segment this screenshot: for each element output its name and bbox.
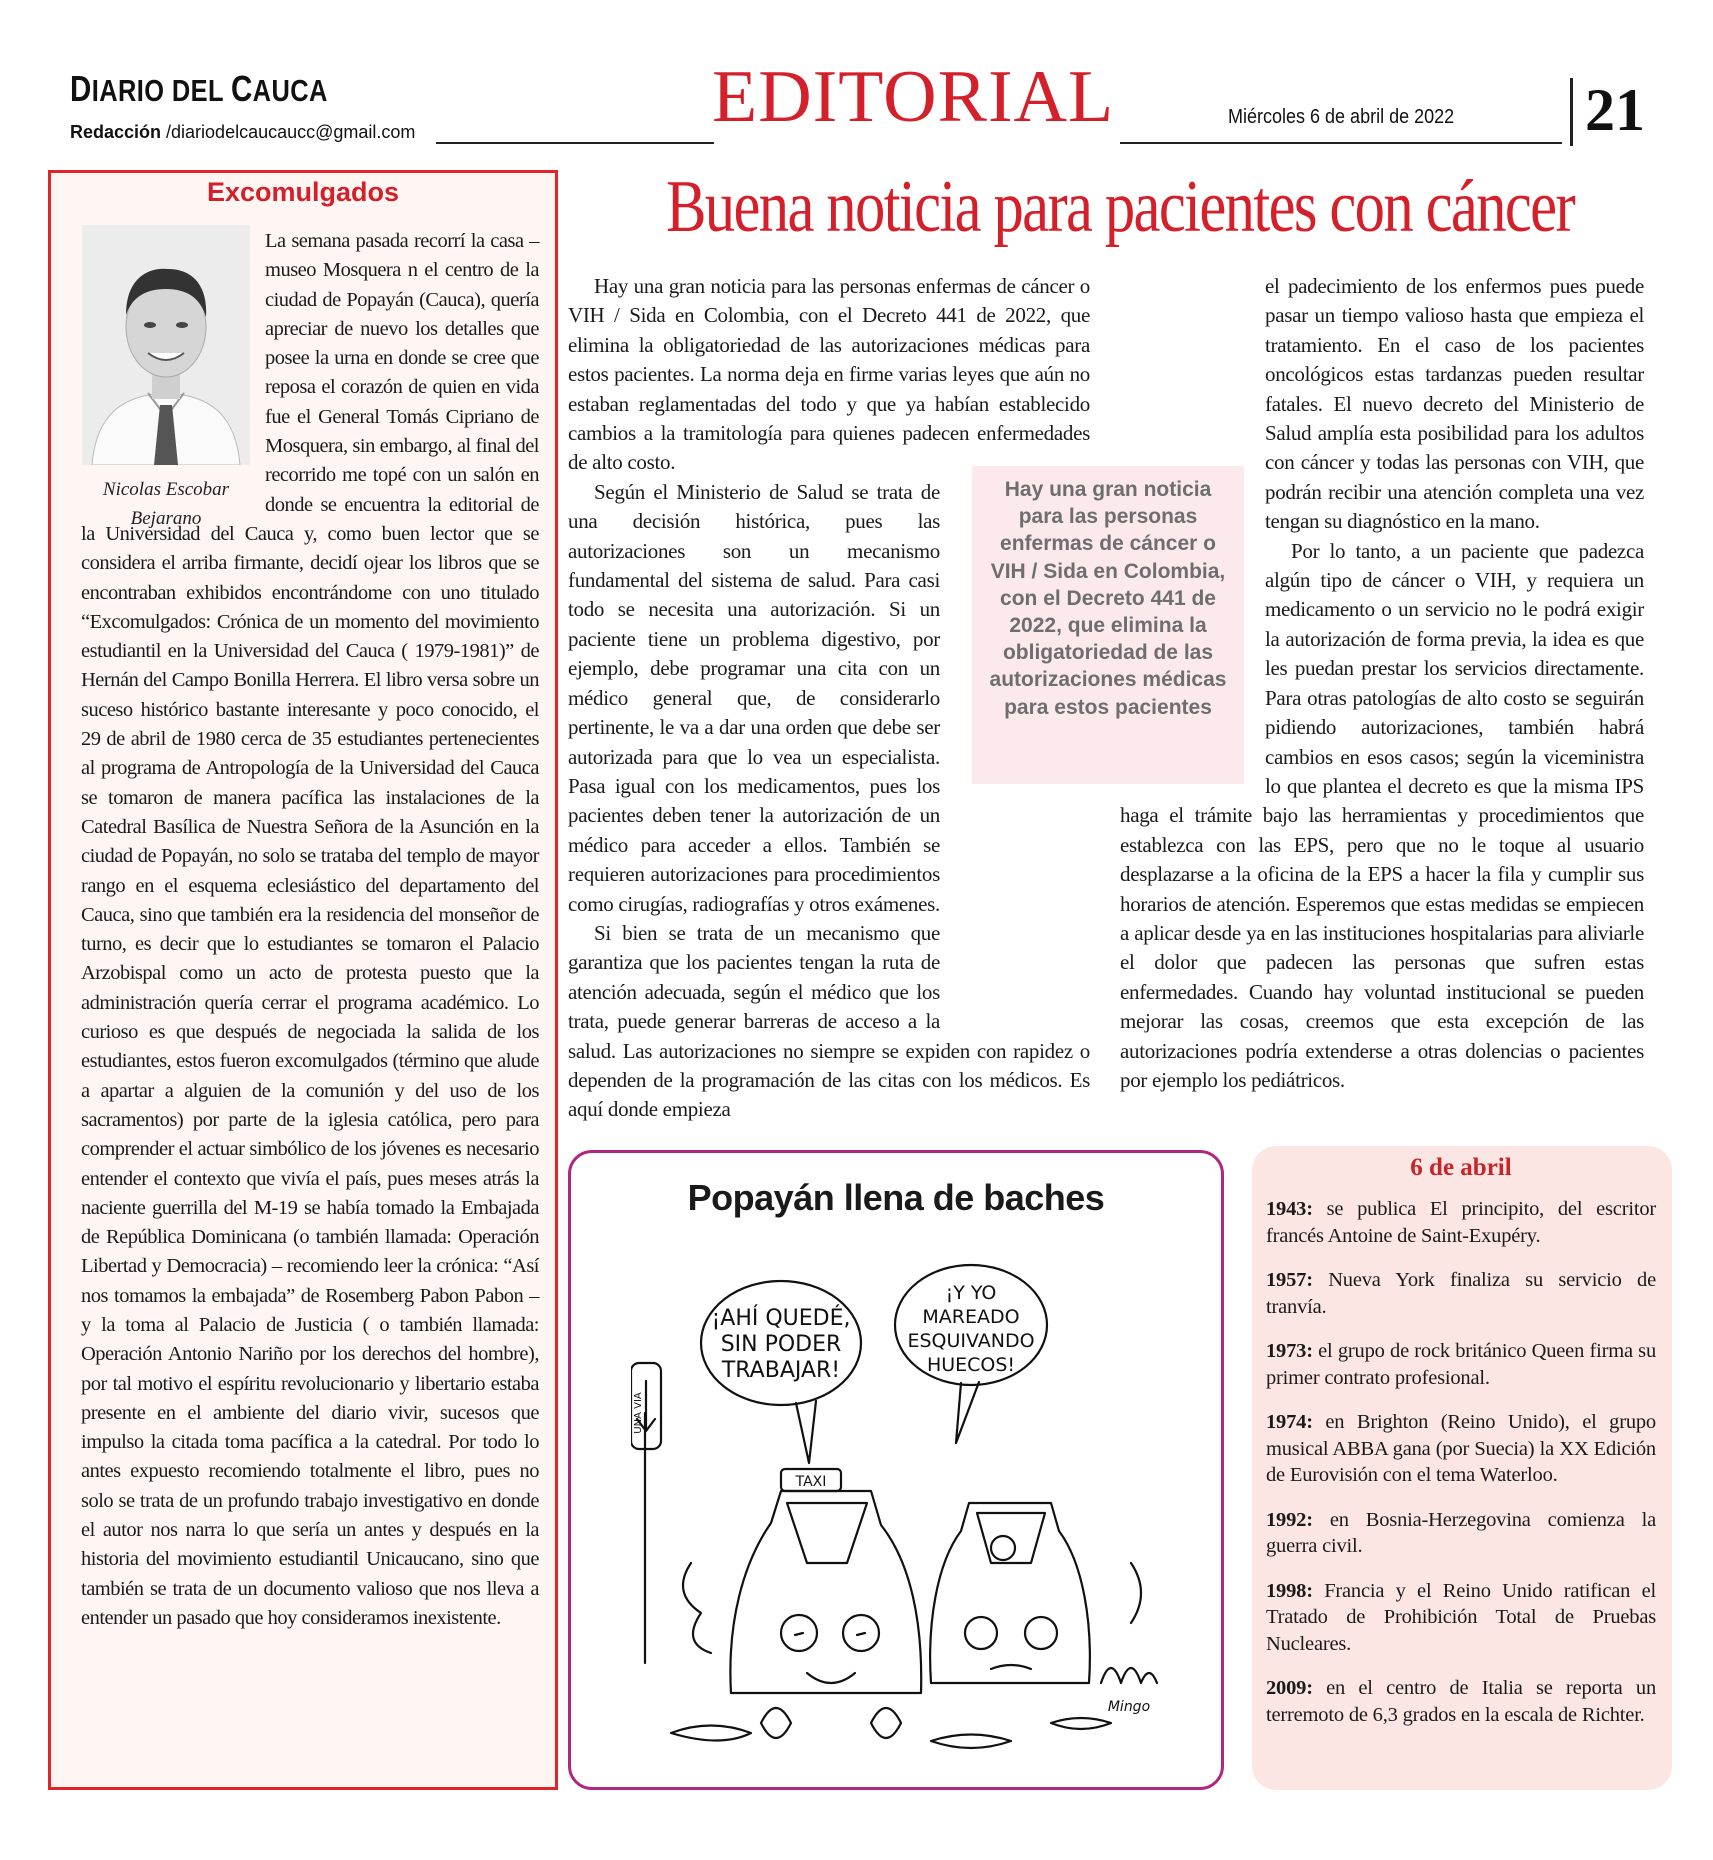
cartoon-title: Popayán llena de baches bbox=[687, 1177, 1105, 1218]
header-separator bbox=[1570, 78, 1573, 146]
ephemeris-item bbox=[1266, 1507, 1656, 1560]
ephemeris-year: 1974: bbox=[1266, 1411, 1313, 1433]
pothole-cartoon-icon bbox=[631, 1263, 1171, 1773]
ephemeris-item bbox=[1266, 1267, 1656, 1320]
author-name-line2: Bejarano bbox=[130, 508, 202, 529]
taxi-car bbox=[730, 1491, 921, 1693]
page-number: 21 bbox=[1585, 77, 1645, 143]
author-photo bbox=[82, 225, 250, 465]
header-rule-right bbox=[1120, 142, 1562, 144]
second-car bbox=[930, 1503, 1090, 1683]
editorial-headline: Buena noticia para pacientes con cáncer bbox=[665, 166, 1575, 248]
section-title: EDITORIAL bbox=[712, 56, 1115, 138]
ephemeris-year: 2009: bbox=[1266, 1677, 1313, 1699]
bubble-right-line: MAREADO bbox=[922, 1306, 1020, 1328]
ephemeris-item bbox=[1266, 1409, 1656, 1489]
bubble-right-line: HUECOS! bbox=[926, 1354, 1016, 1376]
ephemeris-year: 1992: bbox=[1266, 1508, 1313, 1531]
ephemerides-box bbox=[1252, 1146, 1672, 1790]
column-text: La semana pasada recorrí la casa – museo Mosquera n el centro de la ciudad de Popayán (Cauca), quería apreciar de nuevo los detalles que posee la urna en donde se cree que reposa el corazón de quien en vida fue el General Tomás Cipriano de Mosquera, sin embargo, al final del recorrido me topé con un salón en donde se encuentra la editorial de la Universidad del Cauca y, como buen lector que se considera el arriba firmante, decidí ojear los libros que se encontraban exhibidos encontrándome con uno titulado “Excomulgados: Crónica de un momento del movimiento estudiantil en la Universidad del Cauca ( 1979-1981)” de Hernán del Campo Bonilla Herrera. El libro versa sobre un suceso histórico bastante interesante y poco conocido, el 29 de abril de 1980 cerca de 35 estudiantes pertenecientes al programa de Antropología de la Universidad del Cauca se tomaron de manera pacífica las instalaciones de la Catedral Basílica de Nuestra Señora de la Asunción en la ciudad de Popayán, no solo se trataba del templo de mayor rango en el esquema eclesiástico del departamento del Cauca, sino que también era la residencia del monseñor de turno, es decir que lo estudiantes se tomaron el Palacio Arzobispal como un acto de protesta puesto que la administración quería cerrar el programa académico. Lo curioso es que después de negociada la salida de los estudiantes, estos fueron excomulgados (término que alude a apartar a alguien de la comunión y del uso de los sacramentos) por parte de la iglesia católica, pero para comprender el actuar simbólico de los jóvenes es necesario entender el contexto que vivía el país, pues meses atrás la naciente guerrilla del M-19 se había tomado la Embajada de República Dominicana (o también llamada: Operación Libertad y Democracia) – recomiendo leer la crónica: “Así nos tomamos la embajada” de Rosemberg Pabon Pabon – y la toma al Palacio de Justicia ( o también llamada: Operación Antonio Nariño por los derechos del hombre), por tal motivo el espíritu revolucionario y libertario estaba presente en el ambiente del diario vivir, sucesos que impulso la citada toma pacífica a la catedral. Por todo lo antes expuesto recomiendo totalmente el libro, pues no solo se trata de un profundo trabajo investigativo en donde el autor nos narra lo que sería un antes y después en la historia del movimiento estudiantil Unicaucano, sino que también se trata de un documento valioso que nos lleva a entender un pasado que hoy consideramos inexistente. bbox=[81, 230, 539, 1629]
pullquote: Hay una gran noticia para las personas enfermas de cáncer o VIH / Sida en Colombia, con el Decreto 441 de 2022, que elimina la obligatoriedad de las autorizaciones médicas para estos pacientes bbox=[972, 466, 1244, 784]
one-way-sign-text: UNA VIA bbox=[633, 1392, 644, 1434]
ephemeris-text: en el centro de Italia se reporta un terremoto de 6,3 grados en la escala de Richter. bbox=[1266, 1677, 1656, 1726]
bubble-right-line: ESQUIVANDO bbox=[907, 1330, 1035, 1352]
author-portrait-icon bbox=[82, 225, 250, 465]
ephemeris-item bbox=[1266, 1338, 1656, 1391]
ephemeris-year: 1957: bbox=[1266, 1269, 1313, 1291]
redaccion-email: /diariodelcaucaucc@gmail.com bbox=[161, 122, 416, 142]
author-byline bbox=[73, 475, 259, 533]
redaccion-label: Redacción bbox=[70, 122, 162, 142]
author-name-line1: Nicolas Escobar bbox=[102, 479, 230, 500]
issue-date: Miércoles 6 de abril de 2022 bbox=[1228, 106, 1455, 128]
redaccion-contact bbox=[70, 122, 415, 143]
ephemeris-year: 1943: bbox=[1266, 1198, 1313, 1220]
taxi-sign-text: TAXI bbox=[795, 1474, 827, 1490]
ephemeris-year: 1973: bbox=[1266, 1340, 1313, 1362]
ephemeris-item bbox=[1266, 1578, 1656, 1658]
editorial-paragraph: Si bien se trata de un mecanismo que garantiza que los pacientes tengan la ruta de atención adecuada, según el médico que los trata, puede generar barreras de acceso a la salud. Las autorizaciones no siempre se expiden con rapidez o dependen de la programación de las citas con los médicos. Es aquí donde empieza bbox=[568, 920, 1090, 1122]
ephemeris-text: se publica El principito, del escritor francés Antoine de Saint-Exupéry. bbox=[1266, 1198, 1656, 1247]
editorial-paragraph: Hay una gran noticia para las personas enfermas de cáncer o VIH / Sida en Colombia, con el Decreto 441 de 2022, que elimina la obligatoriedad de las autorizaciones médicas para estos pacientes. La norma deja en firme varias leyes que aún no estaban reglamentadas del todo y que ya habían establecido cambios a la tramitología para quienes padecen enfermedades de alto costo. bbox=[568, 274, 1090, 475]
artist-signature-text: Mingo bbox=[1107, 1699, 1151, 1715]
ephemeris-text: el grupo de rock británico Queen firma su primer contrato profesional. bbox=[1266, 1340, 1656, 1389]
ephemeris-text: Francia y el Reino Unido ratifican el Tratado de Prohibición Total de Pruebas Nucleares. bbox=[1266, 1579, 1656, 1655]
bubble-right-line: ¡Y YO bbox=[945, 1282, 997, 1304]
header-rule-left bbox=[436, 142, 714, 144]
bubble-left-line: SIN PODER bbox=[720, 1332, 842, 1357]
ephemeris-year: 1998: bbox=[1266, 1579, 1313, 1602]
artist-signature bbox=[1101, 1668, 1157, 1683]
ephemeris-text: en Bosnia-Herzegovina comienza la guerra civil. bbox=[1266, 1508, 1656, 1557]
editorial-paragraph: Según el Ministerio de Salud se trata de una decisión histórica, pues las autorizaciones son un mecanismo fundamental del sistema de salud. Para casi todo se necesita una autorización. Si un paciente tiene un problema digestivo, por ejemplo, debe programar una cita con un médico general que, de considerarlo pertinente, le va a dar una orden que debe ser autorizada para que lo vea un especialista. Pasa igual con los medicamentos, pues los pacientes deben tener la autorización de un médico para acceder a ellos. También se requieren autorizaciones para procedimientos como cirugías, radiografías y otros exámenes. bbox=[568, 479, 940, 916]
editorial-paragraph: Por lo tanto, a un paciente que padezca algún tipo de cáncer o VIH, y requiera un medicamento o un servicio no le podrá exigir la autorización de forma previa, la idea es que les puedan prestar los servicios directamente. Para otras patologías de alto costo se seguirán pidiendo autorizaciones, también habrá cambios en esos casos; según la viceministra lo que plantea el decreto es que la misma IPS haga el trámite bajo las herramientas y procedimientos que establezca con las EPS, pero que no le toque al usuario desplazarse a la oficina de la EPS a hacer la fila y cumplir sus horarios de atención. Esperemos que estas medidas se empiecen a aplicar desde ya en las instituciones hospitalarias para aliviarle el dolor que padecen las personas que sufren estas enfermedades. Cuando hay voluntad institucional se pueden mejorar las cosas, creemos que esta excepción de las autorizaciones podría extenderse a otras dolencias o pacientes por ejemplo los pediátricos. bbox=[1120, 538, 1644, 1092]
ephemeris-item bbox=[1266, 1675, 1656, 1728]
ephemeris-text: Nueva York finaliza su servicio de tranvía. bbox=[1266, 1269, 1656, 1318]
ephemeris-item bbox=[1266, 1196, 1656, 1249]
bubble-left-line: ¡AHÍ QUEDÉ, bbox=[711, 1306, 851, 1331]
editorial-paragraph: el padecimiento de los enfermos pues puede pasar un tiempo valioso hasta que empieza el tratamiento. En el caso de los pacientes oncológicos estas tardanzas pueden resultar fatales. El nuevo decreto del Ministerio de Salud amplía esta posibilidad para los adultos con cáncer y todas las personas con VIH, que podrán recibir una atención completa una vez tengan su diagnóstico en la mano. bbox=[1265, 274, 1644, 534]
ephemeris-text: en Brighton (Reino Unido), el grupo musical ABBA gana (por Suecia) la XX Edición de Eurovisión con el tema Waterloo. bbox=[1266, 1411, 1656, 1486]
masthead-logo: DIARIO DEL CAUCA bbox=[70, 68, 328, 109]
column-title: Excomulgados bbox=[206, 177, 400, 207]
cartoon-box bbox=[568, 1150, 1224, 1790]
opinion-column bbox=[48, 170, 558, 1790]
bubble-left-line: TRABAJAR! bbox=[721, 1358, 841, 1383]
ephemerides-title: 6 de abril bbox=[1410, 1154, 1512, 1181]
